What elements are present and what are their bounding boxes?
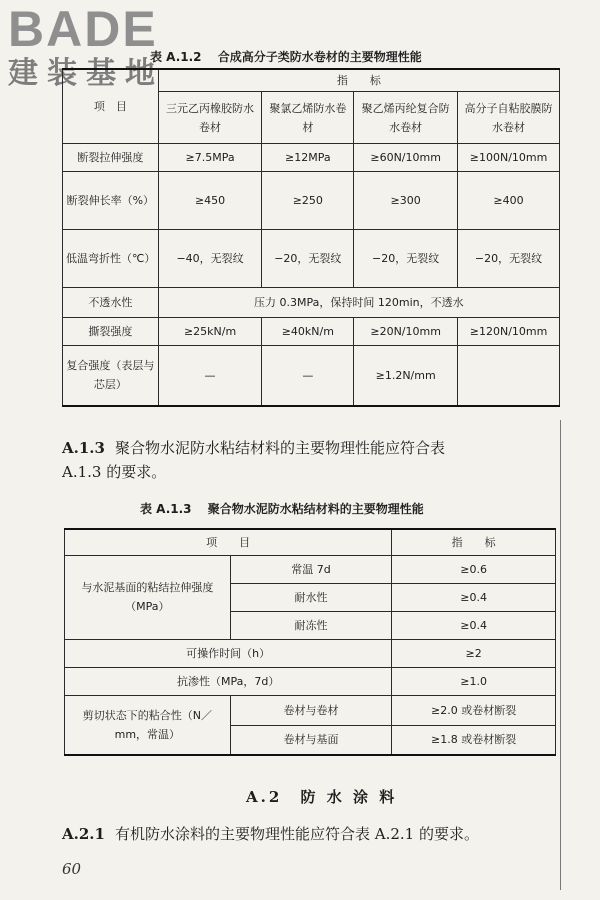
cell: ≥40kN/m — [262, 318, 354, 346]
table-a12-caption — [150, 48, 422, 65]
cell: ≥2.0 或卷材断裂 — [392, 695, 556, 725]
cell: ≥1.0 — [392, 667, 556, 695]
column-header: 高分子自粘胶膜防水卷材 — [458, 92, 560, 144]
section-number: A.2 — [246, 788, 283, 806]
cell: ≥0.4 — [392, 583, 556, 611]
section-heading — [246, 786, 397, 807]
paragraph-line: A.1.3 的要求。 — [62, 463, 167, 481]
logo-wordmark: BADE — [8, 1, 158, 57]
paragraph-line: 有机防水涂料的主要物理性能应符合表 A.2.1 的要求。 — [114, 825, 479, 843]
row-label: 复合强度（表层与芯层） — [63, 346, 159, 406]
table-row — [63, 346, 560, 406]
cell: −20，无裂纹 — [458, 230, 560, 288]
paragraph-line: 聚合物水泥防水粘结材料的主要物理性能应符合表 — [114, 439, 445, 457]
table-a12-title: 合成高分子类防水卷材的主要物理性能 — [217, 50, 422, 64]
table-a12-number: 表 A.1.2 — [150, 50, 202, 64]
row-label: 断裂伸长率（%） — [63, 172, 159, 230]
cell: ≥60N/10mm — [354, 144, 458, 172]
table-row — [63, 230, 560, 288]
table-row — [63, 172, 560, 230]
paragraph-a13 — [62, 436, 445, 484]
sub-item: 耐水性 — [230, 583, 392, 611]
clause-number: A.1.3 — [62, 439, 105, 457]
cell: — — [262, 346, 354, 406]
table-a13-title: 聚合物水泥防水粘结材料的主要物理性能 — [207, 502, 424, 516]
table-row — [65, 639, 556, 667]
table-row — [65, 555, 556, 583]
sub-item: 耐冻性 — [230, 611, 392, 639]
cell: ≥2 — [392, 639, 556, 667]
clause-number: A.2.1 — [62, 825, 105, 843]
table-a13 — [64, 528, 556, 756]
table-row — [63, 318, 560, 346]
cell: ≥450 — [158, 172, 262, 230]
cell: −20，无裂纹 — [354, 230, 458, 288]
table-a12 — [62, 68, 560, 407]
page-edge-rule — [560, 420, 561, 890]
row-label: 可操作时间（h） — [65, 639, 392, 667]
cell: ≥120N/10mm — [458, 318, 560, 346]
cell: — — [158, 346, 262, 406]
row-label: 不透水性 — [63, 288, 159, 318]
row-label: 低温弯折性（℃） — [63, 230, 159, 288]
table-row — [65, 695, 556, 725]
section-title: 防 水 涂 料 — [300, 788, 398, 806]
header-index: 指 标 — [392, 529, 556, 555]
sub-item: 卷材与基面 — [230, 725, 392, 755]
cell: −40，无裂纹 — [158, 230, 262, 288]
cell: ≥0.4 — [392, 611, 556, 639]
cell: ≥25kN/m — [158, 318, 262, 346]
cell: ≥300 — [354, 172, 458, 230]
paragraph-a21 — [62, 822, 479, 846]
merged-cell: 压力 0.3MPa，保持时间 120min，不透水 — [158, 288, 559, 318]
column-header: 聚氯乙烯防水卷材 — [262, 92, 354, 144]
table-row — [65, 667, 556, 695]
column-header: 三元乙丙橡胶防水卷材 — [158, 92, 262, 144]
cell: ≥7.5MPa — [158, 144, 262, 172]
cell: ≥400 — [458, 172, 560, 230]
cell: −20，无裂纹 — [262, 230, 354, 288]
header-item: 项 目 — [63, 69, 159, 144]
table-row — [63, 144, 560, 172]
column-header: 聚乙烯丙纶复合防水卷材 — [354, 92, 458, 144]
table-a13-number: 表 A.1.3 — [140, 502, 192, 516]
row-label: 抗渗性（MPa，7d） — [65, 667, 392, 695]
cell: ≥0.6 — [392, 555, 556, 583]
table-a13-caption — [140, 500, 424, 517]
row-label: 撕裂强度 — [63, 318, 159, 346]
cell: ≥100N/10mm — [458, 144, 560, 172]
cell: ≥12MPa — [262, 144, 354, 172]
group-label: 与水泥基面的粘结拉伸强度（MPa） — [65, 555, 231, 639]
sub-item: 常温 7d — [230, 555, 392, 583]
header-index: 指 标 — [158, 69, 559, 92]
header-item: 项 目 — [65, 529, 392, 555]
cell: ≥1.8 或卷材断裂 — [392, 725, 556, 755]
cell: ≥20N/10mm — [354, 318, 458, 346]
sub-item: 卷材与卷材 — [230, 695, 392, 725]
cell: ≥250 — [262, 172, 354, 230]
cell — [458, 346, 560, 406]
cell: ≥1.2N/mm — [354, 346, 458, 406]
logo-subtitle: 建装基地 — [8, 56, 164, 91]
table-row — [63, 288, 560, 318]
row-label: 断裂拉伸强度 — [63, 144, 159, 172]
page-number: 60 — [62, 860, 82, 878]
group-label: 剪切状态下的粘合性（N／mm，常温） — [65, 695, 231, 755]
